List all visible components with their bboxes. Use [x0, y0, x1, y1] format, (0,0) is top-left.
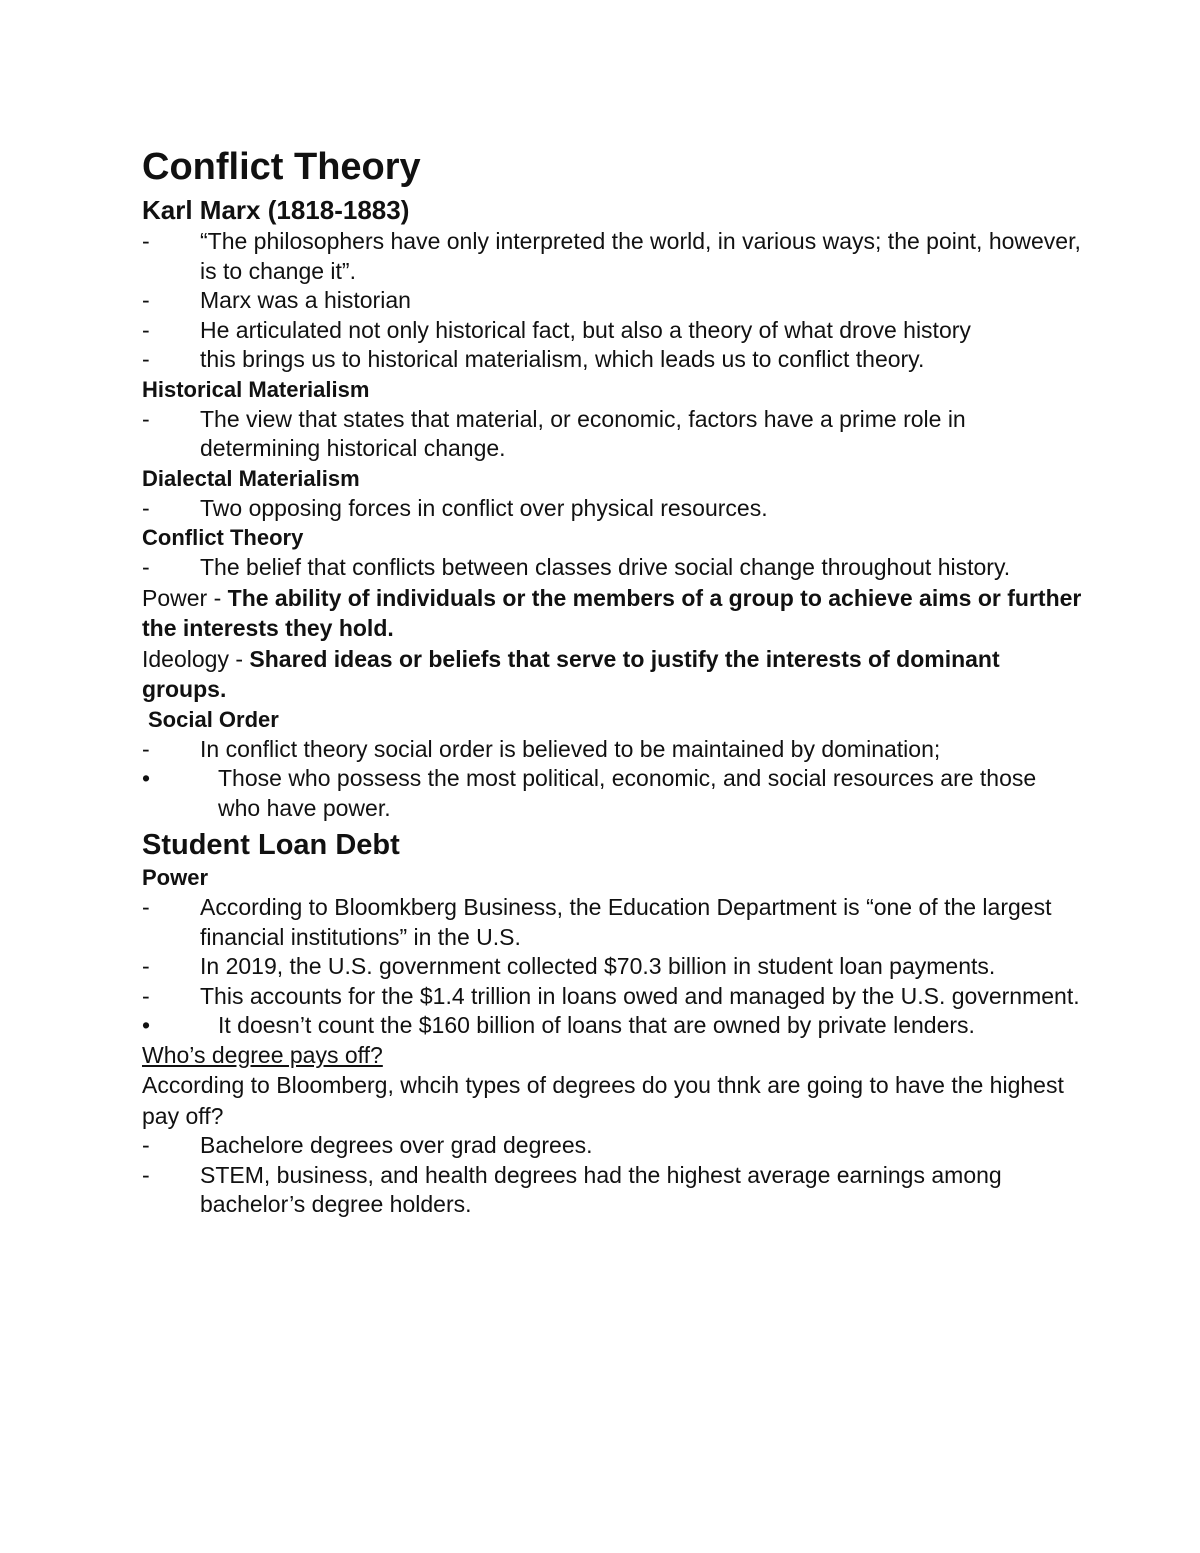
dash-marker: -: [142, 1161, 150, 1188]
dash-marker: -: [142, 554, 150, 580]
bullet-marker: •: [142, 765, 151, 791]
power-definition: [142, 583, 1082, 644]
conflict-theory-heading: Conflict Theory: [142, 525, 304, 550]
list-item: - this brings us to historical materialism, which leads us to conflict theory.: [142, 345, 1082, 375]
dash-marker: -: [142, 953, 150, 979]
marx-heading: Karl Marx (1818-1883): [142, 195, 410, 225]
list-item: - According to Bloomkberg Business, the Education Department is “one of the largest financial institutions” in the U.S.: [142, 894, 1052, 950]
list-item: - STEM, business, and health degrees had the highest average earnings among bachelor’s degree holders.: [142, 1161, 1002, 1217]
dash-marker: -: [142, 894, 150, 920]
list-item: - Marx was a historian: [142, 286, 1082, 316]
social-order-heading: Social Order: [148, 706, 279, 732]
list-item: - The belief that conflicts between classes drive social change throughout history.: [142, 553, 1082, 583]
dash-marker: -: [142, 1132, 150, 1158]
dash-marker: -: [142, 287, 150, 313]
power-term: Power -: [142, 584, 228, 611]
dash-marker: -: [142, 982, 150, 1009]
dash-marker: -: [142, 316, 150, 343]
power-subheading: Power: [142, 865, 209, 890]
list-item: - “The philosophers have only interpreted the world, in various ways; the point, however, is to change it”.: [142, 228, 1081, 284]
list-item: - The view that states that material, or economic, factors have a prime role in determining historical change.: [142, 405, 966, 461]
bullet-item: • It doesn’t count the $160 billion of loans that are owned by private lenders.: [142, 1011, 1082, 1041]
list-item: - He articulated not only historical fact, but also a theory of what drove history: [142, 316, 1082, 346]
dash-marker: -: [142, 405, 150, 432]
degree-question: According to Bloomberg, whcih types of degrees do you thnk are going to have the highest pay off?: [142, 1072, 1064, 1129]
dash-marker: -: [142, 735, 150, 762]
power-text: The ability of individuals or the members of a group to achieve aims or further the interests they hold.: [142, 584, 1082, 641]
student-loan-heading: Student Loan Debt: [142, 829, 400, 861]
dash-marker: -: [142, 228, 150, 254]
dash-marker: -: [142, 494, 150, 521]
list-item: - In conflict theory social order is believed to be maintained by domination;: [142, 735, 1082, 765]
list-item: - Two opposing forces in conflict over physical resources.: [142, 494, 1082, 524]
bullet-marker: •: [142, 1012, 151, 1038]
historical-materialism-heading: Historical Materialism: [142, 376, 370, 402]
document-title: Conflict Theory: [142, 146, 421, 188]
dialectal-materialism-heading: Dialectal Materialism: [142, 465, 360, 491]
document-page: [142, 145, 1082, 1220]
bullet-item: • Those who possess the most political, economic, and social resources are those who have power.: [142, 765, 1037, 821]
ideology-text: Shared ideas or beliefs that serve to justify the interests of dominant groups.: [142, 645, 1000, 702]
list-item: - Bachelore degrees over grad degrees.: [142, 1131, 1082, 1161]
ideology-term: Ideology -: [142, 645, 250, 672]
ideology-definition: [142, 644, 1082, 705]
dash-marker: -: [142, 346, 150, 372]
list-item: - In 2019, the U.S. government collected $70.3 billion in student loan payments.: [142, 952, 1082, 982]
list-item: - This accounts for the $1.4 trillion in loans owed and managed by the U.S. government.: [142, 982, 1082, 1012]
degree-heading: Who’s degree pays off?: [142, 1041, 383, 1068]
